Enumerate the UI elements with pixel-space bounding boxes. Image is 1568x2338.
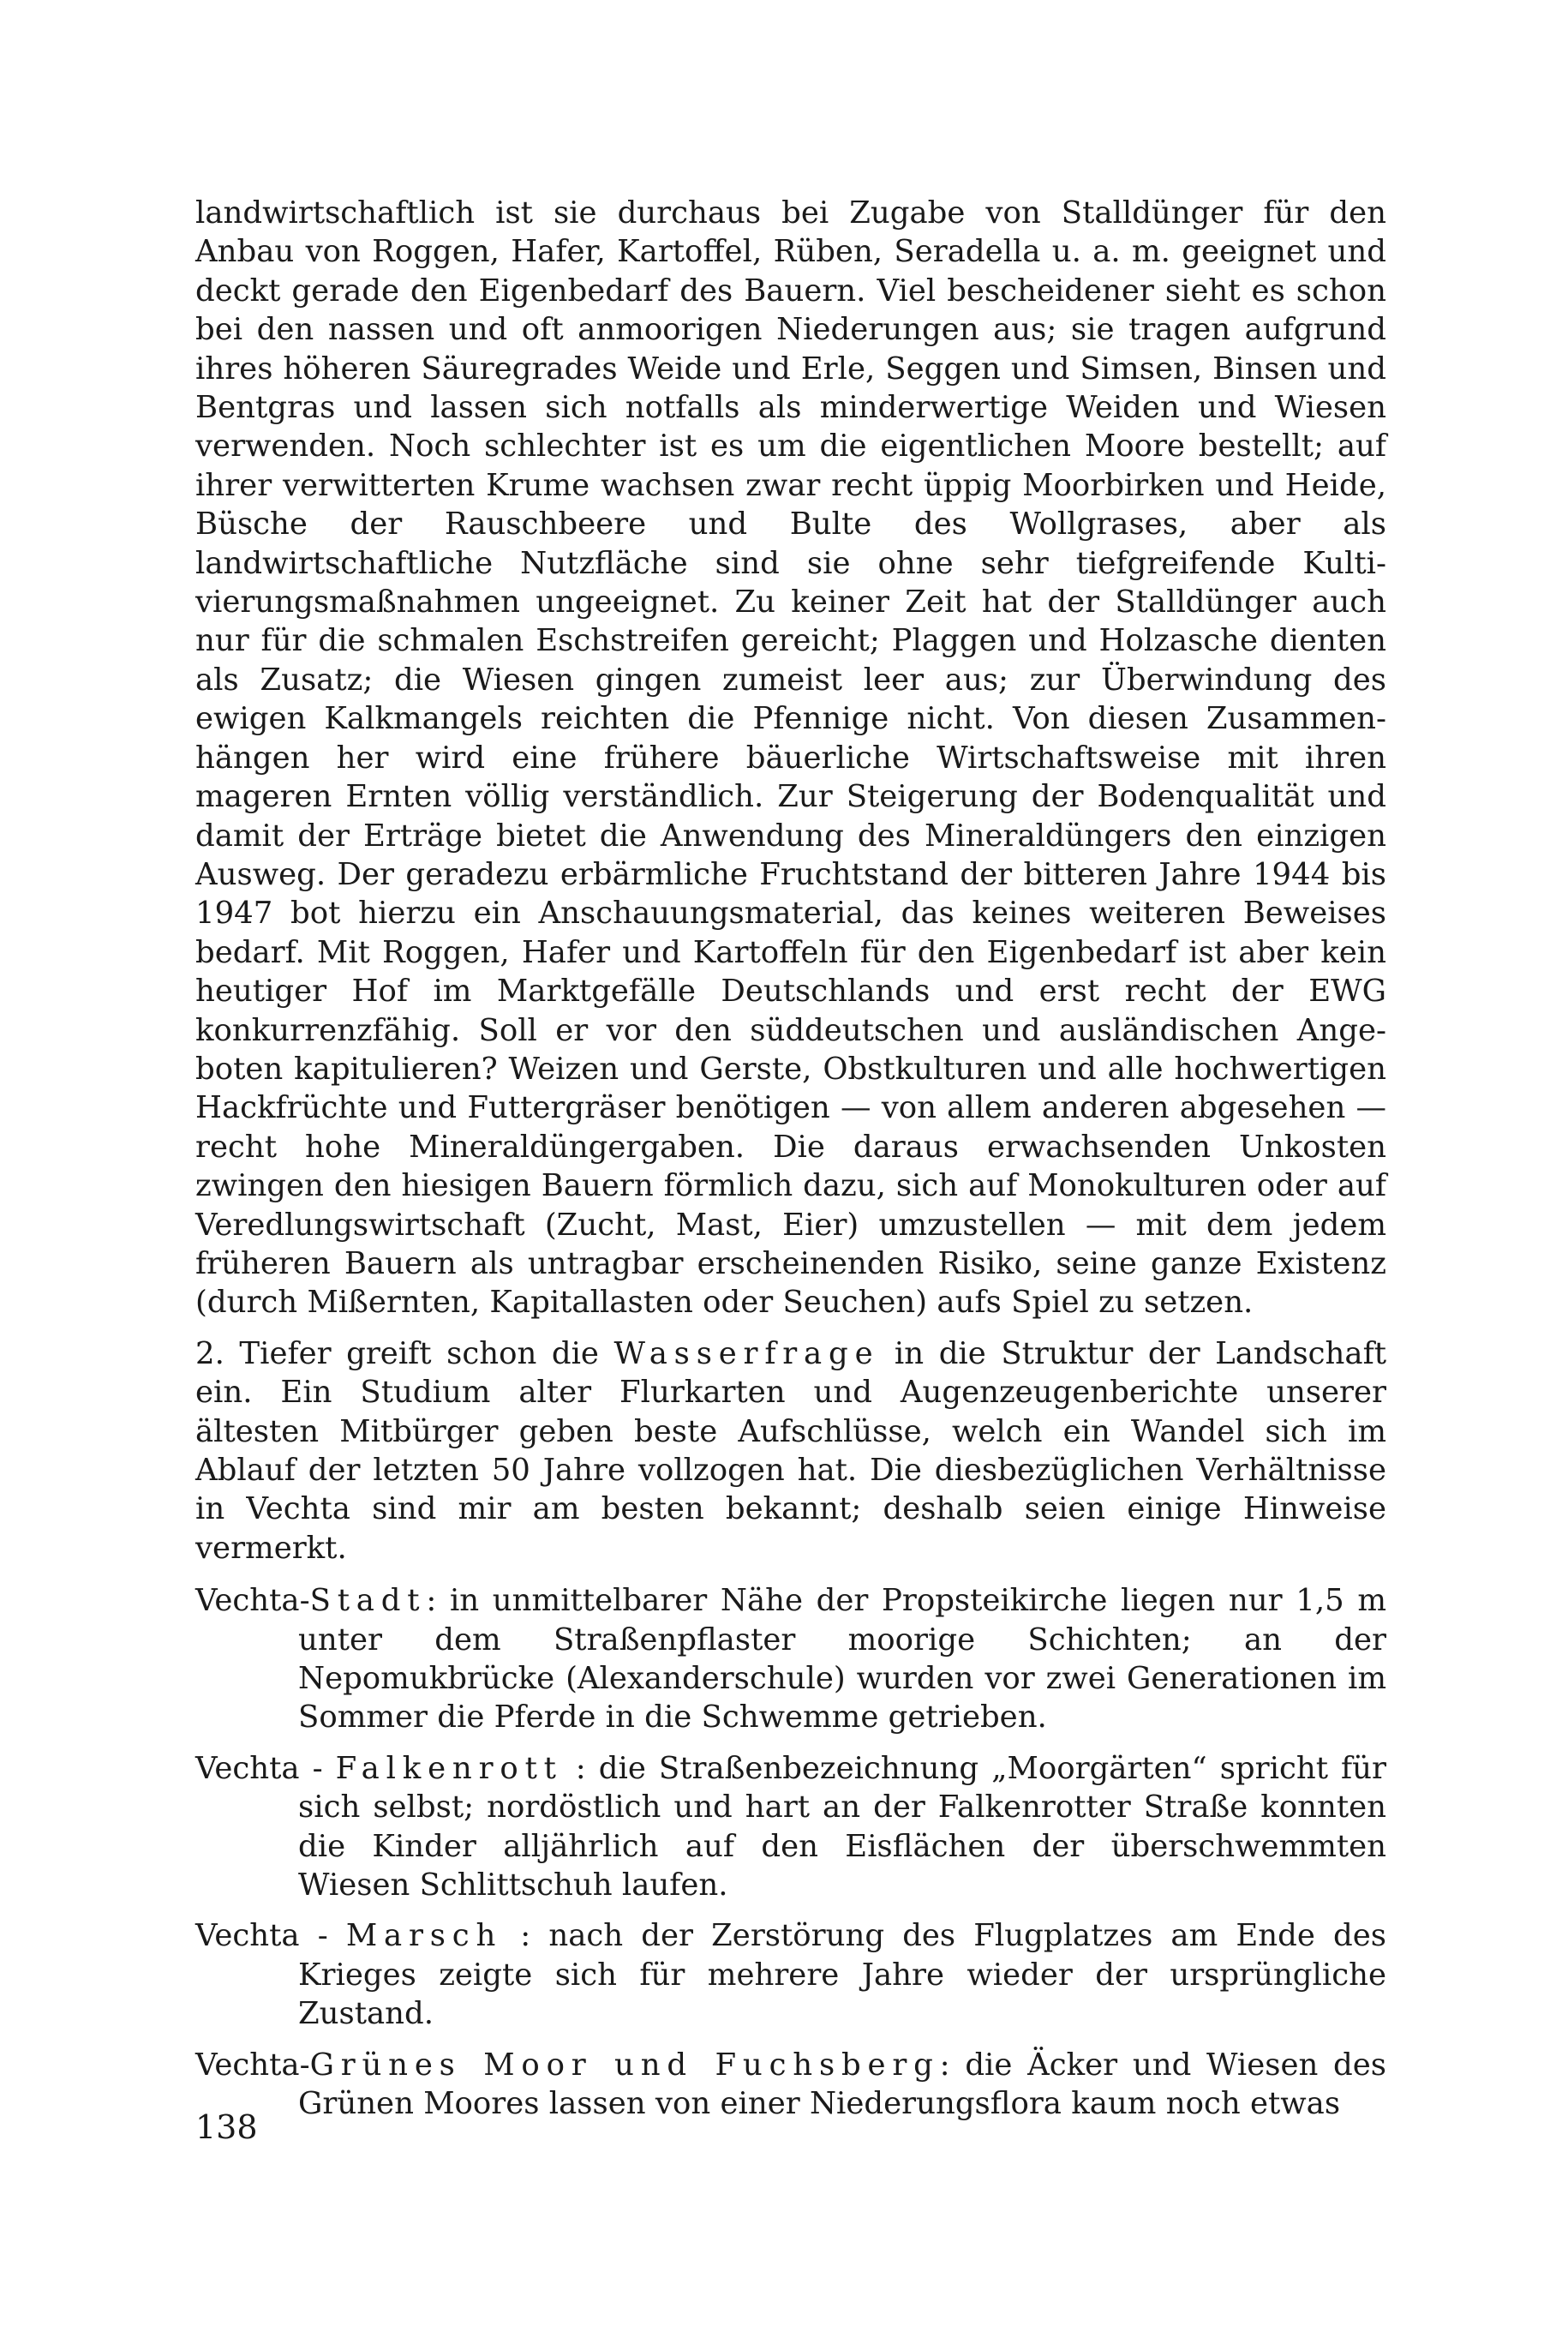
- district-entry-gruenes-moor: [195, 2046, 1386, 2124]
- district-description: nach der Zerstörung des Flugplatzes am Ende des Krieges zeigte sich für mehrere Jahre wieder der ursprüngliche Zustand.: [298, 1918, 1386, 2032]
- district-entry-stadt: [195, 1581, 1386, 1737]
- district-description: die Straßenbezeichnung „Moorgärten“ spricht für sich selbst; nordöstlich und hart an der Falkenrotter Straße konnten die Kinder alljährlich auf den Eisflächen der überschwemmten Wiesen Schlittschuh laufen.: [298, 1750, 1386, 1903]
- district-description: in unmittelbarer Nähe der Propsteikirche liegen nur 1,5 m unter dem Straßenpflaster moorige Schichten; an der Nepomukbrücke (Alexanderschule) wurden vor zwei Generationen im Sommer die Pferde in die Schwemme getrieben.: [298, 1583, 1386, 1736]
- paragraph-soil: landwirtschaftlich ist sie durchaus bei Zugabe von Stalldünger für den Anbau von Roggen, Hafer, Kartoffel, Rüben, Seradella u. a. m. geeignet und deckt gerade den Eigenbedarf des Bauern. Viel bescheidener sieht es schon bei den nassen und oft anmoorigen Niederungen aus; sie tragen aufgrund ihres höheren Säuregrades Weide und Erle, Seggen und Simsen, Binsen und Bentgras und lassen sich notfalls als minderwertige Weiden und Wiesen verwenden. Noch schlechter ist es um die eigentlichen Moore bestellt; auf ihrer verwitterten Krume wachsen zwar recht üppig Moorbirken und Heide, Büsche der Rauschbeere und Bulte des Wollgrases, aber als landwirtschaftliche Nutzfläche sind sie ohne sehr tiefgreifende Kultivierungsmaßnahmen ungeeignet. Zu keiner Zeit hat der Stalldünger auch nur für die schmalen Eschstreifen gereicht; Plaggen und Holzasche dienten als Zusatz; die Wiesen gingen zumeist leer aus; zur Überwindung des ewigen Kalkmangels reichten die Pfennige nicht. Von diesen Zusammenhängen her wird eine frühere bäuerliche Wirtschaftsweise mit ihren mageren Ernten völlig verständlich. Zur Steigerung der Bodenqualität und damit der Erträge bietet die Anwendung des Mineraldüngers den einzigen Ausweg. Der geradezu erbärmliche Fruchtstand der bitteren Jahre 1944 bis 1947 bot hierzu ein Anschauungsmaterial, das keines weiteren Beweises bedarf. Mit Roggen, Hafer und Kartoffeln für den Eigenbedarf ist aber kein heutiger Hof im Marktgefälle Deutschlands und erst recht der EWG konkurrenzfähig. Soll er vor den süddeutschen und ausländischen Angeboten kapitulieren? Weizen und Gerste, Obstkulturen und alle hochwertigen Hackfrüchte und Futtergräser benötigen — von allem anderen abgesehen — recht hohe Mineraldüngergaben. Die daraus erwachsenden Unkosten zwingen den hiesigen Bauern förmlich dazu, sich auf Monokulturen oder auf Veredlungswirtschaft (Zucht, Mast, Eier) umzustellen — mit dem jedem früheren Bauern als untragbar erscheinenden Risiko, seine ganze Existenz (durch Mißernten, Kapitallasten oder Seuchen) aufs Spiel zu setzen.: [195, 195, 1386, 1321]
- district-prefix: Vechta-: [195, 1583, 310, 1619]
- paragraph-water-intro: 2. Tiefer greift schon die: [195, 1335, 614, 1371]
- district-separator: :: [426, 1583, 450, 1619]
- district-name: Falkenrott: [335, 1750, 563, 1786]
- page-number: 138: [195, 2108, 258, 2146]
- district-entry-falkenrott: [195, 1749, 1386, 1905]
- district-prefix: Vechta -: [195, 1750, 336, 1786]
- district-name: Stadt: [309, 1583, 427, 1619]
- district-entry-marsch: [195, 1916, 1386, 2033]
- paragraph-water-rest: in die Struktur der Landschaft ein. Ein Studium alter Flurkarten und Augenzeugenberichte unserer ältesten Mitbürger geben beste Aufschlüsse, welch ein Wandel sich im Ablauf der letzten 50 Jahre vollzogen hat. Die diesbezüglichen Verhältnisse in Vechta sind mir am besten bekannt; deshalb seien einige Hinweise vermerkt.: [195, 1335, 1386, 1566]
- district-name: Marsch: [345, 1918, 503, 1954]
- district-list: [195, 1581, 1386, 2123]
- page-body: [195, 194, 1386, 2124]
- district-prefix: Vechta -: [195, 1918, 346, 1954]
- district-name: Grünes Moor und Fuchsberg: [309, 2047, 940, 2083]
- district-prefix: Vechta-: [195, 2047, 310, 2083]
- district-separator: :: [502, 1918, 549, 1954]
- paragraph-water-question: [195, 1334, 1386, 1568]
- district-separator: :: [939, 2047, 966, 2083]
- district-description: die Äcker und Wiesen des Grünen Moores lassen von einer Niederungsflora kaum noch etwas: [298, 2047, 1386, 2122]
- emphasis-wasserfrage: Wasserfrage: [613, 1335, 880, 1371]
- book-page: [195, 194, 1386, 2302]
- district-separator: :: [562, 1750, 599, 1786]
